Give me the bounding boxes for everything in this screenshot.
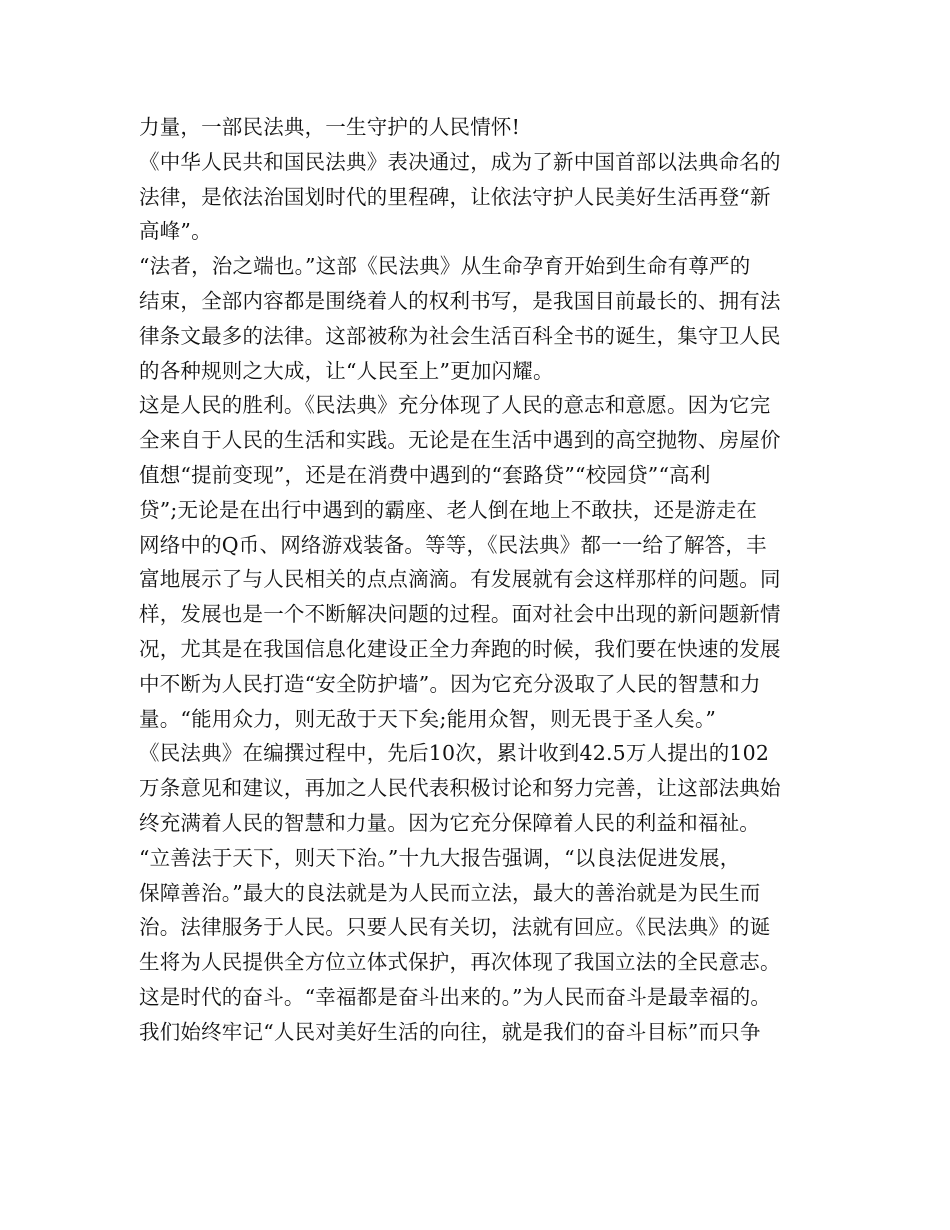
text-line: 样，发展也是一个不断解决问题的过程。面对社会中出现的新问题新情 [139, 602, 781, 627]
text-line: 贷”;无论是在出行中遇到的霸座、老人倒在地上不敢扶，还是游走在 [139, 497, 758, 522]
text-line: 这是人民的胜利。《民法典》充分体现了人民的意志和意愿。因为它完 [139, 393, 771, 418]
text-line: 生将为人民提供全方位立体式保护，再次体现了我国立法的全民意志。 [139, 950, 781, 975]
text-line: 《中华人民共和国民法典》表决通过，成为了新中国首部以法典命名的 [139, 149, 781, 174]
text-line: 全来自于人民的生活和实践。无论是在生活中遇到的高空抛物、房屋价 [139, 428, 781, 453]
text-line: 况，尤其是在我国信息化建设正全力奔跑的时候，我们要在快速的发展 [139, 636, 781, 661]
text-line: 高峰”。 [139, 219, 212, 244]
body-text [139, 110, 839, 1050]
text-line: 力量，一部民法典，一生守护的人民情怀! [139, 115, 521, 139]
text-line: 的各种规则之大成，让“人民至上”更加闪耀。 [139, 358, 554, 383]
text-line: “法者，治之端也。”这部《民法典》从生命孕育开始到生命有尊严的 [139, 254, 751, 279]
text-line: 法律，是依法治国划时代的里程碑，让依法守护人民美好生活再登“新 [139, 184, 771, 209]
text-line: 富地展示了与人民相关的点点滴滴。有发展就有会这样那样的问题。同 [139, 567, 781, 592]
text-line: 结束，全部内容都是围绕着人的权利书写，是我国目前最长的、拥有法 [139, 288, 781, 313]
text-line: 《民法典》在编撰过程中，先后10次，累计收到42.5万人提出的102 [139, 741, 770, 766]
text-line: “立善法于天下，则天下治。”十九大报告强调，“以良法促进发展， [139, 845, 741, 870]
text-line: 网络中的Q币、网络游戏装备。等等，《民法典》都一一给了解答，丰 [139, 532, 767, 557]
text-line: 保障善治。”最大的良法就是为人民而立法，最大的善治就是为民生而 [139, 880, 761, 905]
text-line: 这是时代的奋斗。“幸福都是奋斗出来的。”为人民而奋斗是最幸福的。 [139, 984, 772, 1009]
text-line: 万条意见和建议，再加之人民代表积极讨论和努力完善，让这部法典始 [139, 776, 781, 801]
text-line: 量。“能用众力，则无敌于天下矣;能用众智，则无畏于圣人矣。” [139, 706, 717, 731]
text-line: 终充满着人民的智慧和力量。因为它充分保障着人民的利益和福祉。 [139, 810, 760, 835]
text-line: 值想“提前变现”，还是在消费中遇到的“套路贷”“校园贷”“高利 [139, 462, 711, 487]
text-line: 律条文最多的法律。这部被称为社会生活百科全书的诞生，集守卫人民 [139, 323, 781, 348]
text-line: 治。法律服务于人民。只要人民有关切，法就有回应。《民法典》的诞 [139, 915, 771, 940]
text-line: 我们始终牢记“人民对美好生活的向往，就是我们的奋斗目标”而只争 [139, 1019, 761, 1044]
text-line: 中不断为人民打造“安全防护墙”。因为它充分汲取了人民的智慧和力 [139, 671, 761, 696]
